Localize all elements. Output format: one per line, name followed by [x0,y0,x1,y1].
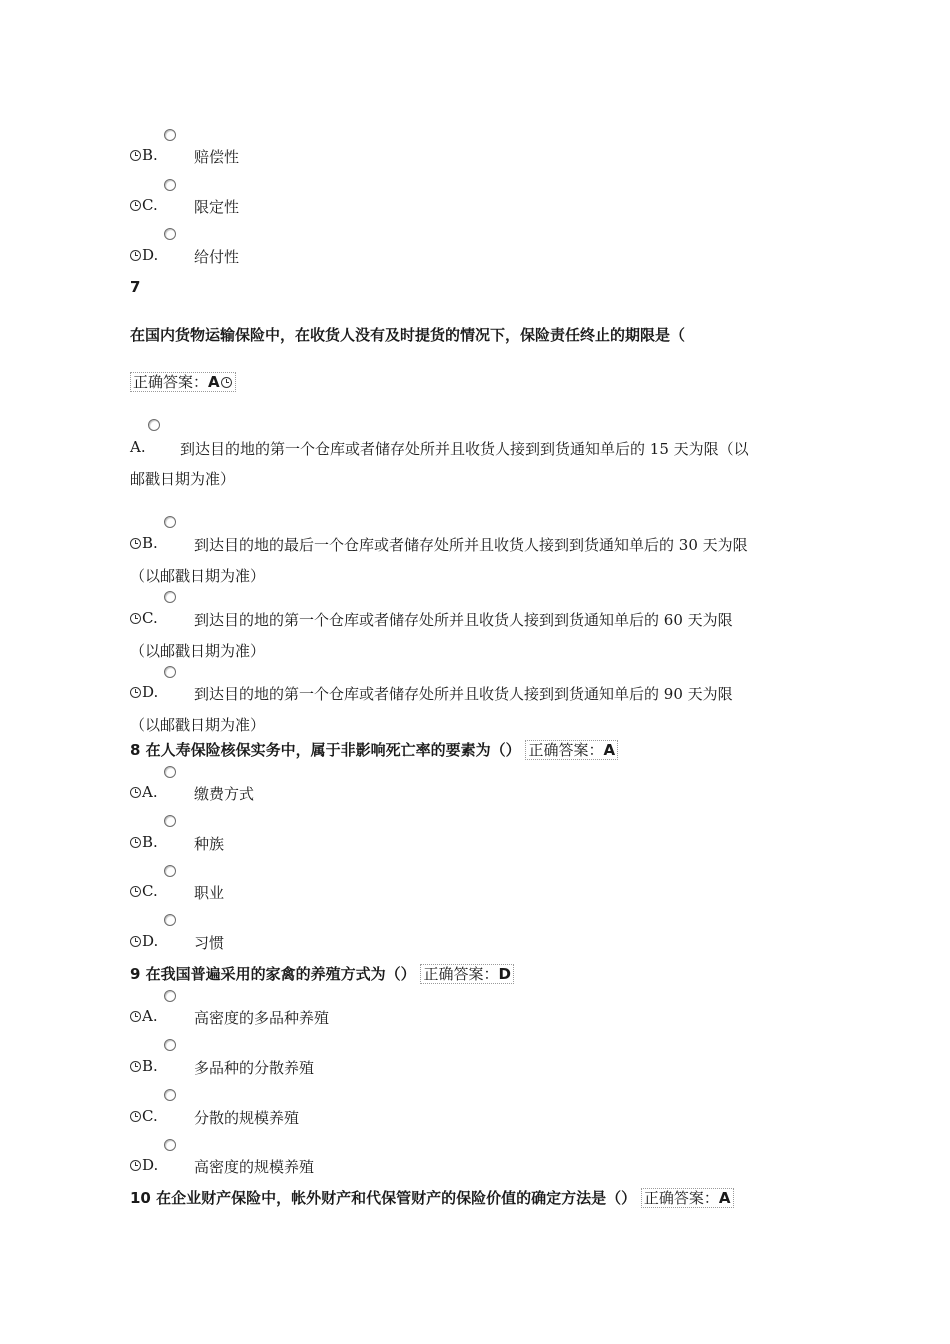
option-text: 高密度的多品种养殖 [194,1009,330,1027]
clock-icon [130,150,141,161]
clock-icon [130,1111,141,1122]
radio-button[interactable] [164,516,176,528]
option-text: 高密度的规模养殖 [194,1158,315,1176]
option-letter: B. [130,833,158,851]
clock-icon [130,687,141,698]
clock-icon [130,538,141,549]
correct-answer [130,371,236,392]
radio-button[interactable] [148,419,160,431]
clock-icon [130,837,141,848]
option-text: 职业 [194,884,225,902]
radio-button[interactable] [164,815,176,827]
option-letter: C. [130,1107,158,1125]
option-letter: B. [130,146,158,164]
option-text: 习惯 [194,934,225,952]
option-letter: D. [130,932,158,950]
option-letter: C. [130,609,158,627]
radio-button[interactable] [164,591,176,603]
question-text: 在国内货物运输保险中，在收货人没有及时提货的情况下，保险责任终止的期限是（ [130,326,686,344]
radio-button[interactable] [164,914,176,926]
correct-answer: 正确答案：A [641,1188,734,1208]
option-letter: B. [130,1057,158,1075]
option-text: 种族 [194,835,225,853]
option-text: 到达目的地的第一个仓库或者储存处所并且收货人接到到货通知单后的 15 天为限（以 [180,440,749,458]
option-text: 到达目的地的第一个仓库或者储存处所并且收货人接到到货通知单后的 90 天为限 [194,685,733,703]
answer-box: 正确答案：A [130,372,236,392]
clock-icon [130,787,141,798]
radio-button[interactable] [164,1039,176,1051]
clock-icon [130,1160,141,1171]
clock-icon [221,377,232,388]
clock-icon [130,936,141,947]
clock-icon [130,250,141,261]
option-letter: D. [130,1156,158,1174]
option-text: 多品种的分散养殖 [194,1059,315,1077]
option-letter: C. [130,882,158,900]
option-text: 到达目的地的最后一个仓库或者储存处所并且收货人接到到货通知单后的 30 天为限 [194,536,748,554]
question-8 [130,739,618,760]
radio-button[interactable] [164,865,176,877]
clock-icon [130,613,141,624]
option-text: 赔偿性 [194,148,240,166]
correct-answer: 正确答案：A [525,740,618,760]
radio-button[interactable] [164,990,176,1002]
radio-button[interactable] [164,129,176,141]
question-text: 10 在企业财产保险中，帐外财产和代保管财产的保险价值的确定方法是（） [130,1189,637,1207]
radio-button[interactable] [164,766,176,778]
option-text-continued: （以邮戳日期为准） [130,567,266,585]
option-text: 给付性 [194,248,240,266]
option-text-continued: （以邮戳日期为准） [130,716,266,734]
option-letter: A. [130,438,146,456]
option-text-continued: 邮戳日期为准） [130,470,236,488]
correct-answer: 正确答案：D [420,964,513,984]
option-text-continued: （以邮戳日期为准） [130,642,266,660]
radio-button[interactable] [164,666,176,678]
question-number: 7 [130,278,141,296]
clock-icon [130,1011,141,1022]
option-text: 缴费方式 [194,785,255,803]
question-text: 9 在我国普遍采用的家禽的养殖方式为（） [130,965,416,983]
radio-button[interactable] [164,179,176,191]
option-text: 分散的规模养殖 [194,1109,300,1127]
option-letter: C. [130,196,158,214]
question-text: 8 在人寿保险核保实务中，属于非影响死亡率的要素为（） [130,741,521,759]
clock-icon [130,886,141,897]
option-letter: D. [130,246,158,264]
question-10 [130,1187,734,1208]
clock-icon [130,200,141,211]
option-letter: A. [130,783,158,801]
option-text: 限定性 [194,198,240,216]
radio-button[interactable] [164,228,176,240]
question-9 [130,963,514,984]
option-letter: A. [130,1007,158,1025]
option-text: 到达目的地的第一个仓库或者储存处所并且收货人接到到货通知单后的 60 天为限 [194,611,733,629]
clock-icon [130,1061,141,1072]
option-letter: D. [130,683,158,701]
radio-button[interactable] [164,1089,176,1101]
option-letter: B. [130,534,158,552]
radio-button[interactable] [164,1139,176,1151]
